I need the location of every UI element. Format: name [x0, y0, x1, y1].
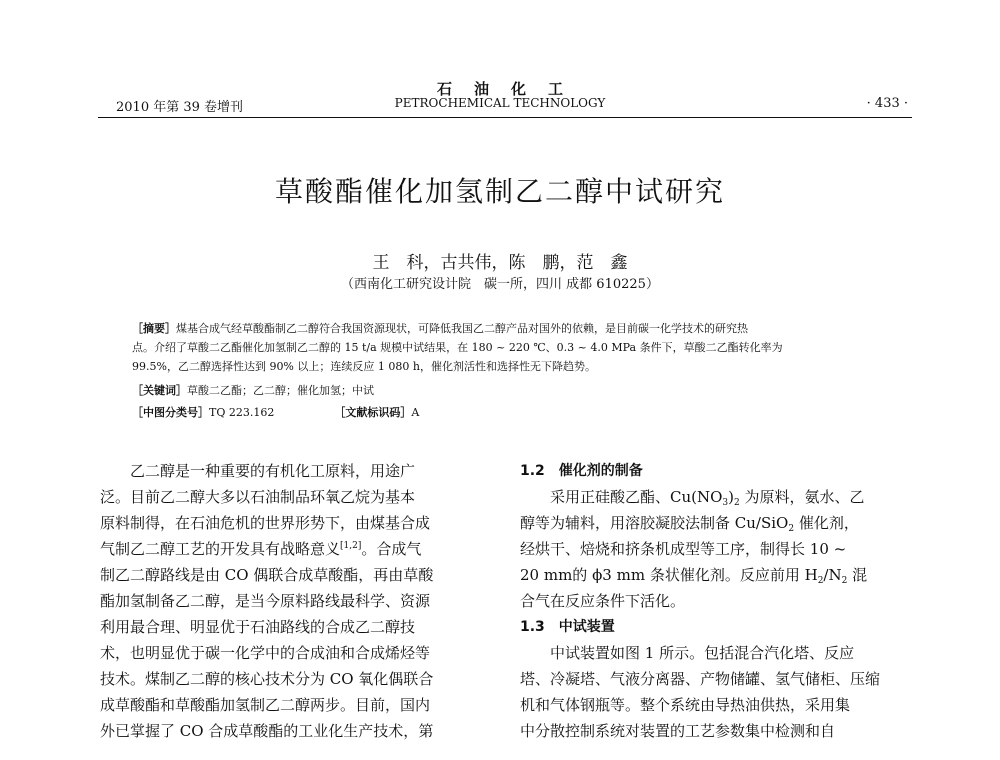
page-number: · 433 · [866, 96, 908, 111]
body-text: ) [728, 488, 735, 506]
abstract-line [132, 320, 912, 338]
body-line: 原料制得，在石油危机的世界形势下，由煤基合成 [100, 514, 431, 532]
body-right-column [520, 458, 915, 744]
body-line: 乙二醇是一种重要的有机化工原料，用途广 [130, 462, 416, 480]
keywords-label: ［关键词］ [132, 384, 187, 397]
body-line [100, 536, 495, 562]
author-affiliation: （西南化工研究设计院 碳一所，四川 成都 610225） [341, 277, 659, 292]
subscript: 2 [841, 576, 848, 586]
section-heading-1-2: 1.2 催化剂的制备 [520, 463, 643, 479]
body-line: 技术。煤制乙二醇的核心技术分为 CO 氧化偶联合 [100, 670, 434, 688]
body-line: 泛。目前乙二醇大多以石油制品环氧乙烷为基本 [100, 488, 416, 506]
subscript: 3 [722, 498, 729, 508]
subscript: 2 [734, 498, 740, 508]
body-text: 为原料，氨水、乙 [739, 488, 865, 506]
abstract-line: 99.5%，乙二醇选择性达到 90% 以上；连续反应 1 080 h，催化剂活性和选择性无下降趋势。 [132, 360, 596, 373]
body-line: 术，也明显优于碳一化学中的合成油和合成烯烃等 [100, 644, 431, 662]
keywords-line [132, 382, 912, 400]
header-divider [98, 117, 912, 118]
body-text: 20 mm的 ϕ3 mm 条状催化剂。反应前用 H [520, 566, 818, 584]
issue-info: 2010 年第 39 卷增刊 [116, 100, 244, 115]
keywords-text: 草酸二乙酯；乙二醇；催化加氢；中试 [187, 384, 374, 397]
body-line: 中分散控制系统对装置的工艺参数集中检测和自 [520, 722, 836, 740]
body-line: 外已掌握了 CO 合成草酸酯的工业化生产技术，第 [100, 722, 434, 740]
body-line [520, 510, 915, 536]
classification-line [132, 404, 912, 422]
citation-ref: [1,2] [340, 541, 362, 551]
body-text: 混 [847, 566, 868, 584]
body-line: 机和气体钢瓶等。整个系统由导热油供热，采用集 [520, 696, 851, 714]
journal-name-chinese: 石油化工 [436, 80, 585, 98]
doc-code-value: A [411, 406, 420, 419]
abstract-label: ［摘要］ [132, 322, 176, 335]
body-text: 醇等为辅料，用溶胶凝胶法制备 Cu/SiO [520, 514, 789, 532]
article-title: 草酸酯催化加氢制乙二醇中试研究 [274, 175, 725, 208]
abstract-line: 点。介绍了草酸二乙酯催化加氢制乙二醇的 15 t/a 规模中试结果，在 180 ~ 220 ℃、0.3 ~ 4.0 MPa 条件下，草酸二乙酯转化率为 [132, 341, 783, 354]
body-text: 。合成气 [361, 540, 422, 558]
body-left-column [100, 458, 495, 744]
abstract-text: 煤基合成气经草酸酯制乙二醇符合我国资源现状，可降低我国乙二醇产品对国外的依赖，是目前碳一化学技术的研究热 [176, 322, 748, 335]
body-text: 采用正硅酸乙酯、Cu(NO [550, 488, 723, 506]
journal-name-english: PETROCHEMICAL TECHNOLOGY [394, 96, 606, 110]
body-line: 中试装置如图 1 所示。包括混合汽化塔、反应 [550, 644, 855, 662]
class-code: TQ 223.162 [209, 406, 275, 419]
body-line [520, 562, 915, 588]
body-line: 成草酸酯和草酸酯加氢制乙二醇两步。目前，国内 [100, 696, 431, 714]
body-line: 利用最合理、明显优于石油路线的合成乙二醇技 [100, 618, 416, 636]
body-line [520, 484, 915, 510]
body-line: 经烘干、焙烧和挤条机成型等工序，制得长 10 ~ [520, 540, 847, 558]
section-heading-1-3: 1.3 中试装置 [520, 619, 615, 635]
body-line: 合气在反应条件下活化。 [520, 592, 686, 610]
author-list: 王 科，古共伟，陈 鹏，范 鑫 [372, 253, 628, 273]
class-label: ［中图分类号］ [132, 406, 209, 419]
body-text: 气制乙二醇工艺的开发具有战略意义 [100, 540, 341, 558]
doc-code-label: ［文献标识码］ [334, 406, 412, 419]
body-line: 制乙二醇路线是由 CO 偶联合成草酸酯，再由草酸 [100, 566, 434, 584]
doc-code-group [334, 404, 419, 422]
body-line: 酯加氢制备乙二醇，是当今原料路线最科学、资源 [100, 592, 431, 610]
body-line: 塔、冷凝塔、气液分离器、产物储罐、氢气储柜、压缩 [520, 670, 881, 688]
subscript: 2 [817, 576, 824, 586]
subscript: 2 [788, 524, 795, 534]
body-text: /N [823, 566, 842, 584]
body-text: 催化剂， [794, 514, 859, 532]
